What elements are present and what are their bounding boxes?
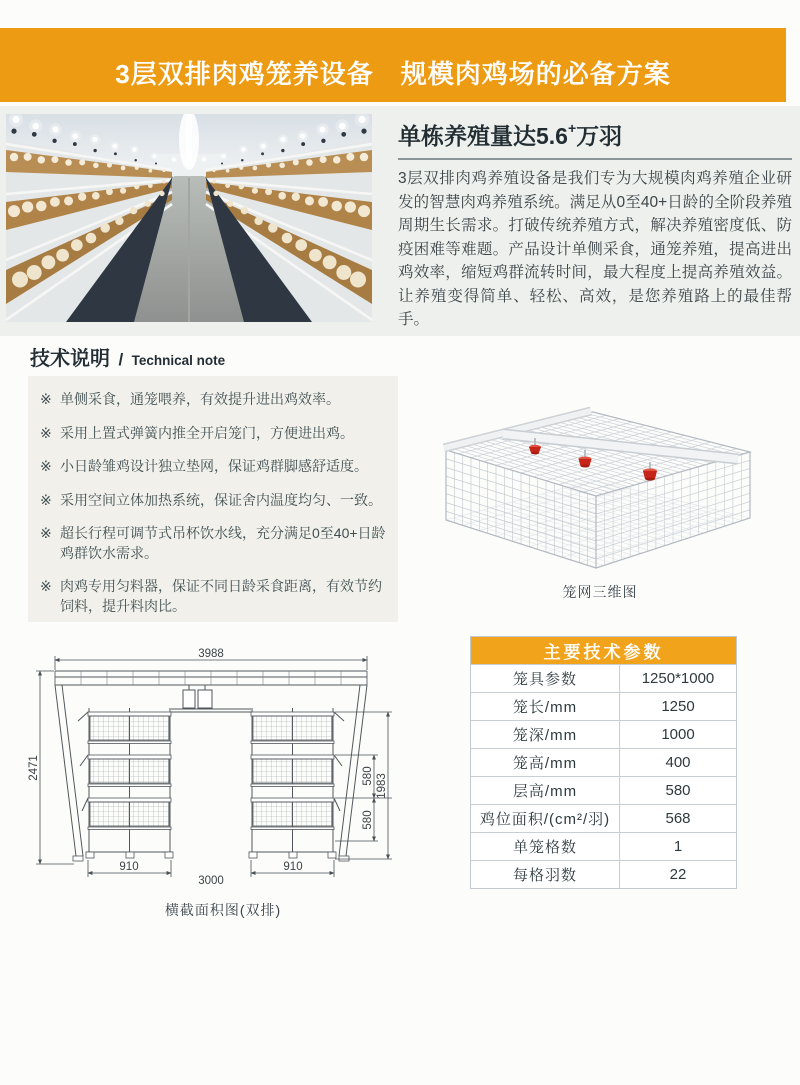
hero-headline-unit: 万羽 [576,123,623,149]
hero-headline-main: 单栋养殖量达5.6 [398,123,568,149]
hero-section [0,106,800,336]
dim-overall-width: 3988 [198,648,224,660]
table-row [471,804,736,832]
dim-tier-lower: 580 [362,810,374,830]
hero-headline-sup: + [567,120,577,137]
technote-title-en: Technical note [131,353,226,368]
bullet-marker: ※ [40,424,52,441]
hero-paragraph: 3层双排肉鸡养殖设备是我们专为大规模肉鸡养殖企业研发的智慧肉鸡养殖系统。满足从0至40+日龄的全阶段养殖周期生长需求。打破传统养殖方式，解决养殖密度低、防疫困难等难题。产品设计单侧采食，通笼养殖，提高进出鸡效率，缩短鸡群流转时间，最大程度上提高养殖效益。让养殖变得简单、轻松、高效，是您养殖路上的最佳帮手。 [398,170,792,328]
table-row [471,832,736,860]
param-value: 400 [665,754,691,771]
headline-underline [398,158,792,160]
table-row [471,692,736,720]
technote-title-cn: 技术说明 [30,348,110,370]
param-value: 1250*1000 [641,670,715,687]
param-value: 1 [673,838,683,855]
param-value: 1000 [661,726,695,743]
dim-bottom-left: 910 [119,861,139,873]
bullet-text: 采用上置式弹簧内推全开启笼门，方便进出鸡。 [60,424,354,441]
hero-headline [398,118,792,151]
bullet-text: 采用空间立体加热系统，保证舍内温度均匀、一致。 [60,491,382,508]
technote-heading [30,342,225,371]
list-item [40,524,388,563]
list-item [40,457,388,477]
param-label: 笼深/mm [471,721,620,748]
param-label: 笼长/mm [471,693,620,720]
cross-section-caption: 横截面积图(双排) [164,902,282,918]
dim-right-total: 1983 [376,773,388,799]
center-machinery [171,685,251,712]
cage-3d-caption: 笼网三维图 [562,584,638,600]
banner [0,28,786,102]
list-item [40,577,388,616]
bullet-text: 单侧采食，通笼喂养，有效提升进出鸡效率。 [60,391,340,407]
param-label: 笼具参数 [471,665,620,692]
table-row [471,860,736,888]
param-label: 单笼格数 [471,833,620,860]
page-title: 3层双排肉鸡笼养设备 规模肉鸡场的必备方案 [115,58,671,89]
list-item [40,424,388,444]
technote-bullet-list [28,376,398,622]
list-item [40,491,388,511]
table-row [471,720,736,748]
param-value: 1250 [661,698,695,715]
technote-separator: / [118,350,124,369]
params-table [470,636,737,889]
cage-3d-figure [428,398,772,578]
param-label: 笼高/mm [471,749,620,776]
bullet-text: 超长行程可调节式吊杯饮水线，充分满足0至40+日龄鸡群饮水需求。 [60,525,386,561]
dim-bottom-center: 3000 [198,875,224,887]
dim-overall-height: 2471 [28,755,40,781]
bullet-marker: ※ [40,578,52,594]
table-row [471,776,736,804]
poultry-house-photo [6,114,372,322]
param-value: 568 [665,810,691,827]
cross-section-figure [28,646,444,894]
params-table-title: 主要技术参数 [471,637,736,664]
dim-tier-upper: 580 [362,766,374,786]
param-label: 每格羽数 [471,861,620,888]
param-label: 层高/mm [471,777,620,804]
bullet-marker: ※ [40,391,52,407]
param-value: 580 [665,782,691,799]
bullet-text: 肉鸡专用匀料器，保证不同日龄采食距离，有效节约饲料，提升料肉比。 [60,578,382,614]
table-row [471,664,736,692]
list-item [40,390,388,410]
bullet-marker: ※ [40,525,52,541]
bullet-marker: ※ [40,491,52,508]
dim-bottom-right: 910 [283,861,303,873]
bullet-text: 小日龄雏鸡设计独立垫网，保证鸡群脚感舒适度。 [60,458,368,474]
param-value: 22 [669,866,687,883]
table-row [471,748,736,776]
param-label: 鸡位面积/(cm²/羽) [471,805,620,832]
bullet-marker: ※ [40,458,52,474]
